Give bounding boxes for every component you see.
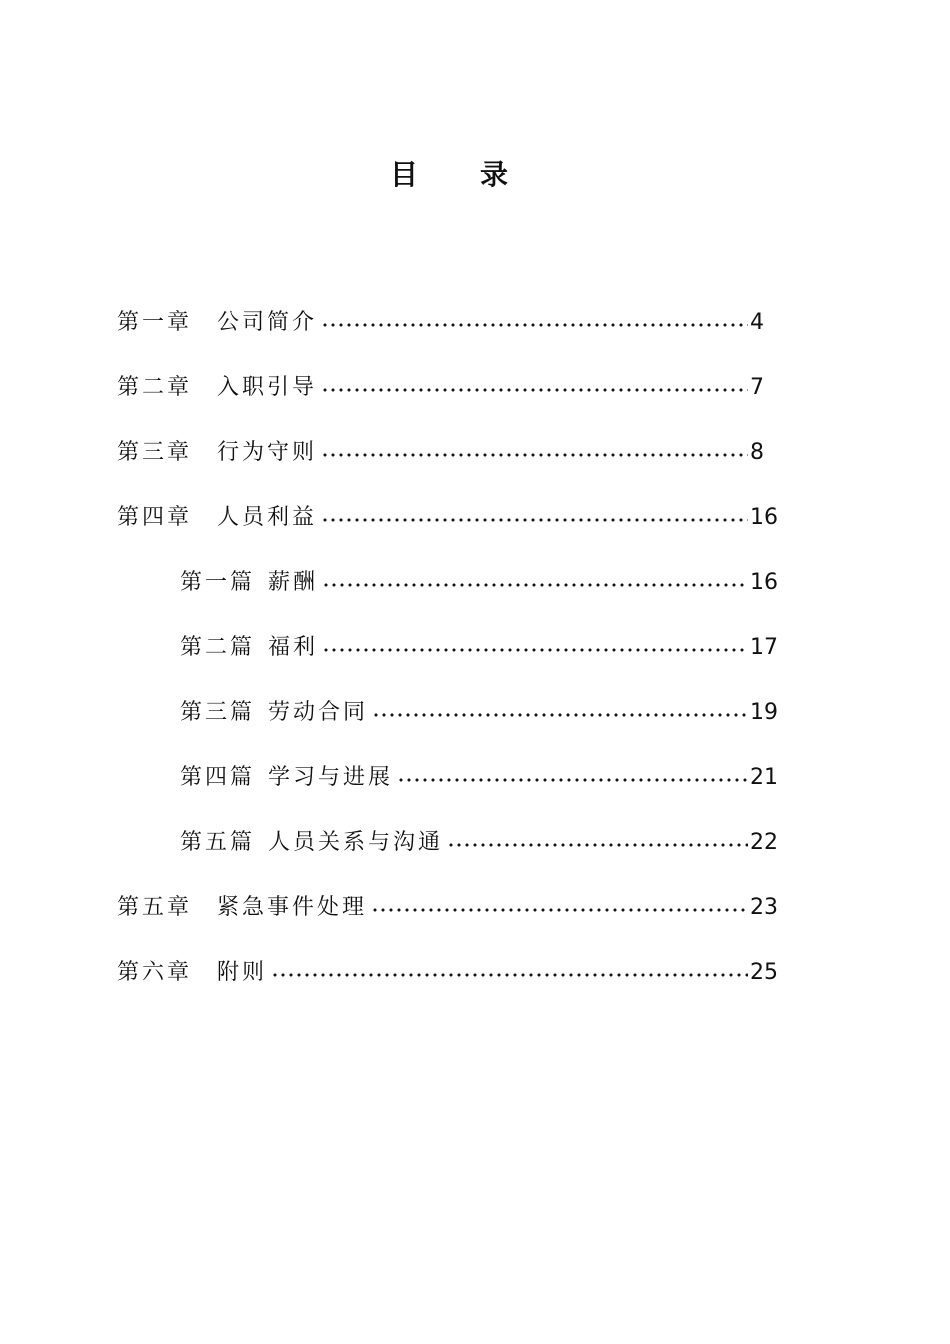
toc-entry-number: 第二篇 (180, 634, 256, 660)
toc-label (117, 886, 367, 930)
toc-entry-section-5[interactable] (0, 810, 950, 875)
toc-entry-title: 人员关系与沟通 (268, 829, 444, 855)
toc-entry-number: 第五章 (117, 894, 193, 920)
dot-leader (372, 713, 748, 717)
toc-entry-number: 第三章 (117, 439, 193, 465)
toc-entry-number: 第三篇 (180, 699, 256, 725)
toc-entry-page: 19 (750, 699, 778, 725)
toc-entry-section-2[interactable] (0, 615, 950, 680)
toc-entry-title: 人员利益 (217, 504, 318, 530)
toc-entry-page: 21 (750, 764, 778, 790)
toc-entry-page: 23 (750, 894, 778, 920)
toc-entry-section-4[interactable] (0, 745, 950, 810)
toc-entry-number: 第一篇 (180, 569, 256, 595)
toc-entry-page: 8 (750, 439, 764, 465)
toc-label (117, 951, 267, 995)
toc-entry-number: 第五篇 (180, 829, 256, 855)
toc-entry-page: 17 (750, 634, 778, 660)
toc-entry-number: 第四篇 (180, 764, 256, 790)
toc-entry-number: 第二章 (117, 374, 193, 400)
toc-entry-number: 第四章 (117, 504, 193, 530)
toc-entry-title: 薪酬 (268, 569, 319, 595)
toc-entry-number: 第一章 (117, 309, 193, 335)
toc-entry-section-1[interactable] (0, 550, 950, 615)
toc-entry-chapter-4[interactable] (0, 485, 950, 550)
toc-entry-chapter-2[interactable] (0, 355, 950, 420)
dot-leader (397, 778, 748, 782)
dot-leader (371, 908, 748, 912)
toc-entry-chapter-5[interactable] (0, 875, 950, 940)
toc-label (117, 366, 317, 410)
toc-entry-page: 16 (750, 504, 778, 530)
toc-label (180, 561, 318, 605)
dot-leader (321, 388, 748, 392)
toc-entry-chapter-6[interactable] (0, 940, 950, 1005)
toc-entry-title: 行为守则 (217, 439, 318, 465)
dot-leader (447, 843, 748, 847)
toc-entry-title: 福利 (268, 634, 319, 660)
dot-leader (321, 323, 748, 327)
toc-entry-page: 25 (750, 959, 778, 985)
toc-entry-page: 22 (750, 829, 778, 855)
toc-entry-chapter-1[interactable] (0, 290, 950, 355)
dot-leader (321, 518, 748, 522)
toc-entry-page: 4 (750, 309, 764, 335)
toc-label (117, 431, 317, 475)
toc-entry-section-3[interactable] (0, 680, 950, 745)
toc-label (117, 496, 317, 540)
toc-entry-number: 第六章 (117, 959, 193, 985)
toc-label (117, 301, 317, 345)
toc-entry-title: 附则 (217, 959, 268, 985)
toc-entry-title: 公司简介 (217, 309, 318, 335)
toc-label (180, 821, 443, 865)
table-of-contents (0, 290, 950, 1005)
toc-entry-title: 劳动合同 (268, 699, 369, 725)
toc-entry-page: 7 (750, 374, 764, 400)
dot-leader (271, 973, 748, 977)
toc-entry-title: 入职引导 (217, 374, 318, 400)
dot-leader (322, 648, 748, 652)
dot-leader (322, 583, 748, 587)
toc-label (180, 691, 368, 735)
toc-entry-chapter-3[interactable] (0, 420, 950, 485)
toc-label (180, 626, 318, 670)
toc-label (180, 756, 393, 800)
dot-leader (321, 453, 748, 457)
toc-entry-title: 紧急事件处理 (217, 894, 368, 920)
toc-entry-title: 学习与进展 (268, 764, 394, 790)
toc-entry-page: 16 (750, 569, 778, 595)
page-title: 目 录 (389, 158, 510, 191)
